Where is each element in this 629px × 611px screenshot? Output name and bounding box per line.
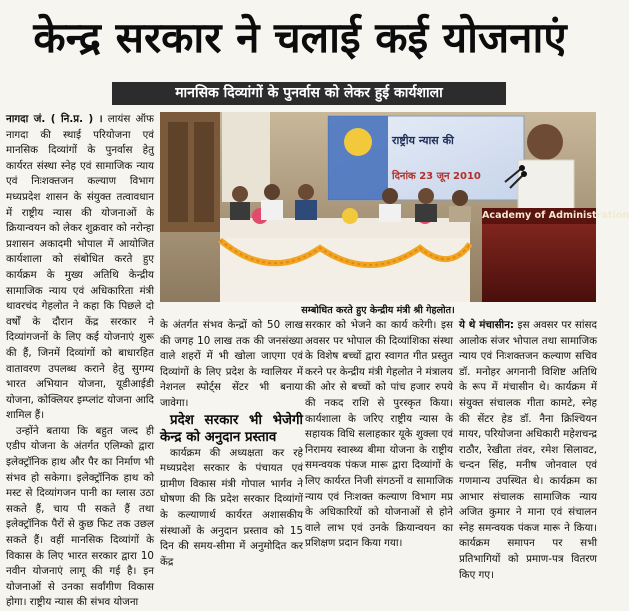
photo-illustration [160,112,629,302]
headline: केन्द्र सरकार ने चलाई कई योजनाएं [33,13,567,62]
article-column-3 [305,318,453,550]
article-paragraph: के अंतर्गत संभव केन्द्रों को 50 लाख की जगह 10 लाख तक की जनसंख्या वाले शहरों में भी खोला जाएगा एवं दिव्यांगों के लिए प्रदेश के ग्वालियर में नेशनल स्पोर्ट्स सेंटर भी बनाया जावेगा। [160,319,303,409]
article-paragraph: कार्यक्रम की अध्यक्षता कर रहे मध्यप्रदेश सरकार के पंचायत एवं ग्रामीण विकास मंत्री गोपाल भार्गव ने घोषणा की कि प्रदेश सरकार दिव्यांगों के कल्याणार्थ कार्यरत अशासकीय संस्थाओं के अनुदान प्रस्ताव को 15 दिन की समय-सीमा में अनुमोदित कर केंद्र [160,446,303,568]
dateline: नागदा जं. ( नि.प्र. ) । [6,113,103,125]
article-text: लायंस ऑफ नागदा की स्थाई परियोजना एवं मानसिक दिव्यांगों के पुनर्वास हेतु कार्यरत संस्था स्नेह एवं सामाजिक न्याय एवं निःशक्तजन कल्याण विभाग मध्यप्रदेश शासन के संयुक्त तत्वावधान में राष्ट्रीय न्यास की योजनाओं के क्रियान्वयन को लेकर शुक्रवार को नरोन्हा प्रशासन अकादमी भोपाल में आयोजित कार्यशाला को संबोधित करते हुए कार्यक्रम के मुख्य अतिथि केन्द्रीय सामाजिक न्याय एवं अधिकारिता मंत्री थावरचंद गेहलोत ने कहा कि पिछले दो वर्षों के दौरान केंद्र सरकार ने दिव्यांगजनों के लिए कई योजनाएं शुरू की हैं, जिनमें दिव्यांगों को बाधारहित वातावरण उपलब्ध कराने हेतु सुगम्य भारत अभियान योजना, यूडीआईडी योजना, कोक्लियर इम्प्लांट योजना आदि शामिल हैं। [6,113,154,422]
article-paragraph: सरकार को भेजने का कार्य करेगी। इस अवसर पर भोपाल की दिव्यांशिका संस्था के विशेष बच्चों द्वारा स्वागत गीत प्रस्तुत करने पर केन्द्रीय मंत्री गेहलोत ने मंत्रालय की ओर से बच्चों को पांच हजार रुपये की नकद राशि से पुरस्कृत किया। कार्यशाला के जरिए राष्ट्रीय न्यास के सहायक विधि सलाहकार यूके शुक्ला एवं निरामय स्वास्थ्य बीमा योजना के राष्ट्रीय समन्वयक पंकज मारू द्वारा दिव्यांगों के लिए कार्यरत निजी संगठनों व सामाजिक न्याय एवं निःशक्त कल्याण विभाग मप्र के अधिकारियों को योजनाओं से होने वाले लाभ एवं उनके क्रियान्वयन का प्रशिक्षण प्रदान किया गया। [305,319,453,550]
article-paragraph [459,318,597,583]
podium-label: Academy of Administration [482,210,629,221]
article-text: इस अवसर पर सांसद आलोक संजर भोपाल तथा सामाजिक न्याय एवं निःशक्तजन कल्याण सचिव डॉ. मनोहर अगनानी विशिष्ट अतिथि के रूप में मंचासीन थे। कार्यक्रम में संयुक्त संचालक गीता कामटे, स्नेह की सेंटर हेड डॉ. नैना क्रिश्चियन मायर, परियोजना अधिकारी महेशचन्द्र राठौर, रेखीता तंवर, रमेश सिलावट, चन्दन सिंह, मनीष जोनवाल एवं गणमान्य उपस्थित थे। कार्यक्रम का आभार संचालक सामाजिक न्याय अजित कुमार ने माना एवं संचालन स्नेह समन्वयक पंकज मारू ने किया। कार्यक्रम समापन पर सभी प्रतिभागियों को प्रमाण-पत्र वितरण किए गए। [459,319,597,581]
section-subheading: प्रदेश सरकार भी भेजेगी केन्द्र को अनुदान प्रस्ताव [160,412,303,445]
banner-title: राष्ट्रीय न्यास की [392,134,454,147]
photo-caption: सम्बोधित करते हुए केन्द्रीय मंत्री श्री गेहलोत। [301,305,455,316]
subheadline-bar: मानसिक दिव्यांगों के पुनर्वास को लेकर हुई कार्यशाला [112,82,506,105]
event-photo [160,112,629,302]
banner-text [392,134,522,184]
banner-date: दिनांक 23 जून 2010 [392,171,481,182]
inline-subheading: ये थे मंचासीन: [459,319,515,331]
article-column-4 [459,318,597,581]
article-column-2 [160,318,303,568]
article-paragraph: उन्होंने बताया कि बहुत जल्द ही एडीप योजना के अंतर्गत एलिम्को द्वारा इलेक्ट्रॉनिक हाथ और पैर का निर्माण भी संभव हो सकेगा। इलेक्ट्रॉनिक हाथ को मस्ट से दिव्यांगजन पानी का ग्लास उठा सकते हैं, चाय पी सकते हैं तथा इलेक्ट्रॉनिक पैरों से कुछ फिट तक उछल सकते हैं। वहीं मानसिक दिव्यांगों के विकास के लिए भारत सरकार द्वारा 10 नवीन योजनाएं लागू की गई है। इन योजनाओं से उनका सर्वांगीण विकास होगा। राष्ट्रीय न्यास की संभव योजना [6,424,154,609]
article-column-1 [6,112,154,609]
article-paragraph [6,112,154,424]
